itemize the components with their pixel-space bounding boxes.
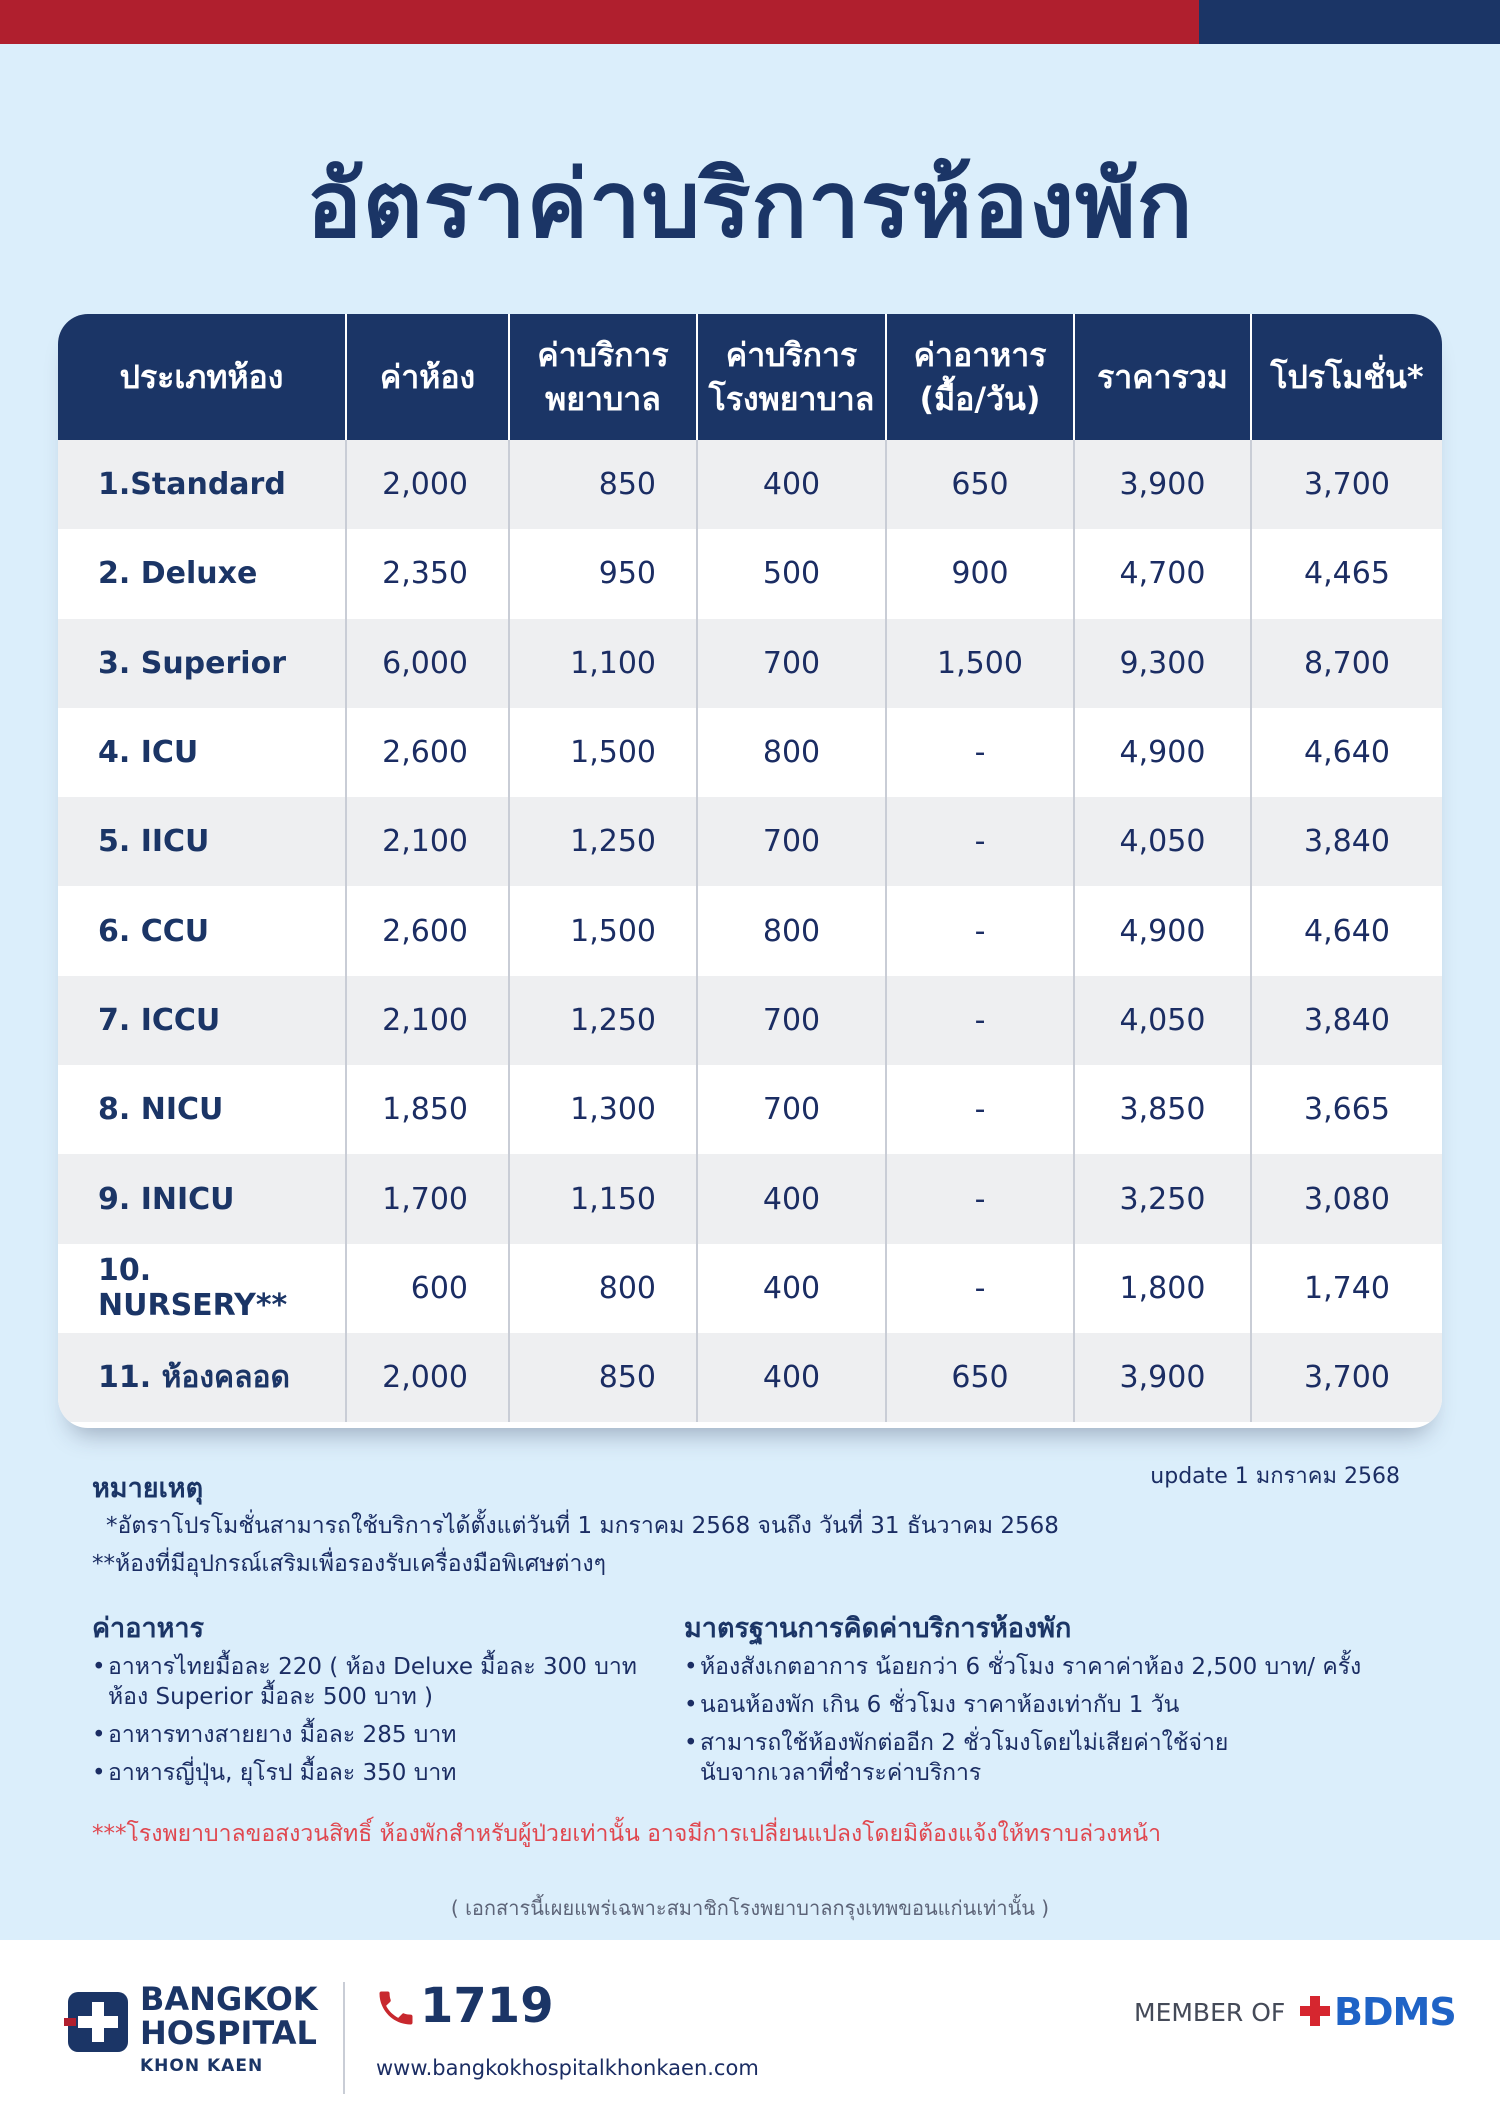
table-row: [58, 529, 1442, 618]
room-fee-cell: 6,000: [346, 619, 509, 708]
promotion-cell: 1,740: [1251, 1244, 1442, 1333]
bdms-plus-logo-icon: [1298, 1994, 1332, 2028]
website-link[interactable]: www.bangkokhospitalkhonkaen.com: [376, 2056, 759, 2080]
equipment-note: **ห้องที่มีอุปกรณ์เสริมเพื่อรองรับเครื่องมือพิเศษต่างๆ: [92, 1551, 606, 1577]
food-fee-cell: -: [886, 886, 1074, 975]
food-fee-cell: 1,500: [886, 619, 1074, 708]
brand-line-2: HOSPITAL: [140, 2014, 317, 2052]
table-header-row: [58, 314, 1442, 440]
table-row: [58, 708, 1442, 797]
hospital-fee-cell: 700: [697, 976, 886, 1065]
promotion-cell: 3,700: [1251, 1333, 1442, 1422]
table-row: [58, 1244, 1442, 1333]
room-type-cell: 1.Standard: [58, 440, 346, 529]
total-cell: 3,850: [1074, 1065, 1251, 1154]
nursing-fee-cell: 1,500: [509, 886, 697, 975]
standard-section-title: มาตรฐานการคิดค่าบริการห้องพัก: [684, 1613, 1072, 1644]
room-type-cell: 8. NICU: [58, 1065, 346, 1154]
hospital-fee-cell: 700: [697, 797, 886, 886]
promotion-cell: 4,640: [1251, 708, 1442, 797]
room-type-cell: 6. CCU: [58, 886, 346, 975]
room-fee-cell: 1,700: [346, 1154, 509, 1243]
nursing-fee-cell: 850: [509, 440, 697, 529]
total-cell: 3,900: [1074, 440, 1251, 529]
brand-line-1: BANGKOK: [140, 1980, 318, 2018]
brand-line-3: KHON KAEN: [140, 2056, 264, 2076]
nursing-fee-cell: 950: [509, 529, 697, 618]
rate-table: [58, 314, 1442, 1422]
room-fee-cell: 2,600: [346, 886, 509, 975]
total-cell: 3,250: [1074, 1154, 1251, 1243]
room-fee-cell: 2,000: [346, 440, 509, 529]
hospital-fee-cell: 400: [697, 440, 886, 529]
phone-icon: [374, 1986, 418, 2030]
food-fee-cell: 650: [886, 440, 1074, 529]
food-fee-cell: 650: [886, 1333, 1074, 1422]
room-type-cell: 7. ICCU: [58, 976, 346, 1065]
room-type-cell: 2. Deluxe: [58, 529, 346, 618]
nursing-fee-cell: 1,100: [509, 619, 697, 708]
nursing-fee-cell: 1,500: [509, 708, 697, 797]
column-header-room-type: ประเภทห้อง: [58, 314, 346, 440]
food-fee-cell: -: [886, 1244, 1074, 1333]
room-fee-cell: 2,000: [346, 1333, 509, 1422]
list-item: • นอนห้องพัก เกิน 6 ชั่วโมง ราคาห้องเท่ากับ 1 วัน: [684, 1690, 1404, 1720]
table-row: [58, 1154, 1442, 1243]
room-type-cell: 11. ห้องคลอด: [58, 1333, 346, 1422]
bdms-logo-text: BDMS: [1334, 1990, 1456, 2034]
total-cell: 4,700: [1074, 529, 1251, 618]
nursing-fee-cell: 1,300: [509, 1065, 697, 1154]
top-bar-red: [0, 0, 1199, 44]
standard-list: [684, 1652, 1404, 1796]
table-row: [58, 619, 1442, 708]
room-fee-cell: 1,850: [346, 1065, 509, 1154]
hotline-number[interactable]: 1719: [420, 1978, 554, 2034]
hospital-fee-cell: 400: [697, 1244, 886, 1333]
total-cell: 4,900: [1074, 886, 1251, 975]
room-type-cell: 10. NURSERY**: [58, 1244, 346, 1333]
room-type-cell: 3. Superior: [58, 619, 346, 708]
promotion-cell: 3,840: [1251, 976, 1442, 1065]
food-fee-cell: -: [886, 1065, 1074, 1154]
food-fee-cell: -: [886, 797, 1074, 886]
room-fee-cell: 2,100: [346, 797, 509, 886]
table-row: [58, 976, 1442, 1065]
total-cell: 4,050: [1074, 976, 1251, 1065]
reservation-warning: ***โรงพยาบาลขอสงวนสิทธิ์ ห้องพักสำหรับผู้ป่วยเท่านั้น อาจมีการเปลี่ยนแปลงโดยมิต้องแจ้งให้ทราบล่วงหน้า: [92, 1821, 1162, 1847]
promotion-cell: 4,465: [1251, 529, 1442, 618]
total-cell: 3,900: [1074, 1333, 1251, 1422]
food-fee-cell: -: [886, 1154, 1074, 1243]
hospital-fee-cell: 400: [697, 1154, 886, 1243]
promotion-cell: 3,080: [1251, 1154, 1442, 1243]
food-section-title: ค่าอาหาร: [92, 1613, 205, 1644]
total-cell: 9,300: [1074, 619, 1251, 708]
column-header-promotion: โปรโมชั่น*: [1251, 314, 1442, 440]
room-type-cell: 9. INICU: [58, 1154, 346, 1243]
hospital-fee-cell: 800: [697, 708, 886, 797]
room-type-cell: 5. IICU: [58, 797, 346, 886]
room-fee-cell: 2,100: [346, 976, 509, 1065]
hospital-cross-logo-icon: [68, 1992, 128, 2052]
list-item: • สามารถใช้ห้องพักต่ออีก 2 ชั่วโมงโดยไม่เสียค่าใช้จ่าย นับจากเวลาที่ชำระค่าบริการ: [684, 1728, 1404, 1788]
food-fee-cell: -: [886, 708, 1074, 797]
room-fee-cell: 2,600: [346, 708, 509, 797]
nursing-fee-cell: 850: [509, 1333, 697, 1422]
promotion-note: *อัตราโปรโมชั่นสามารถใช้บริการได้ตั้งแต่วันที่ 1 มกราคม 2568 จนถึง วันที่ 31 ธันวาคม 2568: [106, 1513, 1059, 1539]
room-fee-cell: 2,350: [346, 529, 509, 618]
column-header-food-fee: ค่าอาหาร (มื้อ/วัน): [886, 314, 1074, 440]
table-row: [58, 440, 1442, 529]
member-of-text: MEMBER OF: [1134, 1998, 1286, 2027]
update-date: update 1 มกราคม 2568: [1150, 1464, 1400, 1489]
total-cell: 4,900: [1074, 708, 1251, 797]
promotion-cell: 8,700: [1251, 619, 1442, 708]
hospital-fee-cell: 700: [697, 619, 886, 708]
food-fee-cell: -: [886, 976, 1074, 1065]
column-header-total: ราคารวม: [1074, 314, 1251, 440]
nursing-fee-cell: 1,250: [509, 797, 697, 886]
room-fee-cell: 600: [346, 1244, 509, 1333]
table-row: [58, 886, 1442, 975]
food-list: [92, 1652, 652, 1796]
table-row: [58, 1065, 1442, 1154]
total-cell: 4,050: [1074, 797, 1251, 886]
promotion-cell: 4,640: [1251, 886, 1442, 975]
nursing-fee-cell: 800: [509, 1244, 697, 1333]
hospital-fee-cell: 400: [697, 1333, 886, 1422]
hospital-fee-cell: 800: [697, 886, 886, 975]
promotion-cell: 3,840: [1251, 797, 1442, 886]
food-fee-cell: 900: [886, 529, 1074, 618]
hospital-fee-cell: 700: [697, 1065, 886, 1154]
table-row: [58, 797, 1442, 886]
nursing-fee-cell: 1,250: [509, 976, 697, 1065]
footer: [0, 1940, 1500, 2123]
member-disclaimer: ( เอกสารนี้เผยแพร่เฉพาะสมาชิกโรงพยาบาลกรุงเทพขอนแก่นเท่านั้น ): [450, 1896, 1050, 1920]
promotion-cell: 3,665: [1251, 1065, 1442, 1154]
rate-table-container: [58, 314, 1442, 1428]
total-cell: 1,800: [1074, 1244, 1251, 1333]
room-type-cell: 4. ICU: [58, 708, 346, 797]
column-header-room-fee: ค่าห้อง: [346, 314, 509, 440]
nursing-fee-cell: 1,150: [509, 1154, 697, 1243]
hospital-fee-cell: 500: [697, 529, 886, 618]
list-item: • อาหารทางสายยาง มื้อละ 285 บาท: [92, 1720, 652, 1750]
page-title: อัตราค่าบริการห้องพัก: [306, 151, 1194, 258]
table-row: [58, 1333, 1442, 1422]
column-header-hospital-fee: ค่าบริการ โรงพยาบาล: [697, 314, 886, 440]
list-item: • อาหารญี่ปุ่น, ยุโรป มื้อละ 350 บาท: [92, 1758, 652, 1788]
column-header-nursing-fee: ค่าบริการ พยาบาล: [509, 314, 697, 440]
notes-title: หมายเหตุ: [92, 1473, 204, 1504]
list-item: • ห้องสังเกตอาการ น้อยกว่า 6 ชั่วโมง ราคาค่าห้อง 2,500 บาท/ ครั้ง: [684, 1652, 1404, 1682]
footer-divider: [343, 1982, 345, 2094]
top-bar-navy: [1199, 0, 1500, 44]
promotion-cell: 3,700: [1251, 440, 1442, 529]
list-item: • อาหารไทยมื้อละ 220 ( ห้อง Deluxe มื้อละ 300 บาท ห้อง Superior มื้อละ 500 บาท ): [92, 1652, 652, 1712]
